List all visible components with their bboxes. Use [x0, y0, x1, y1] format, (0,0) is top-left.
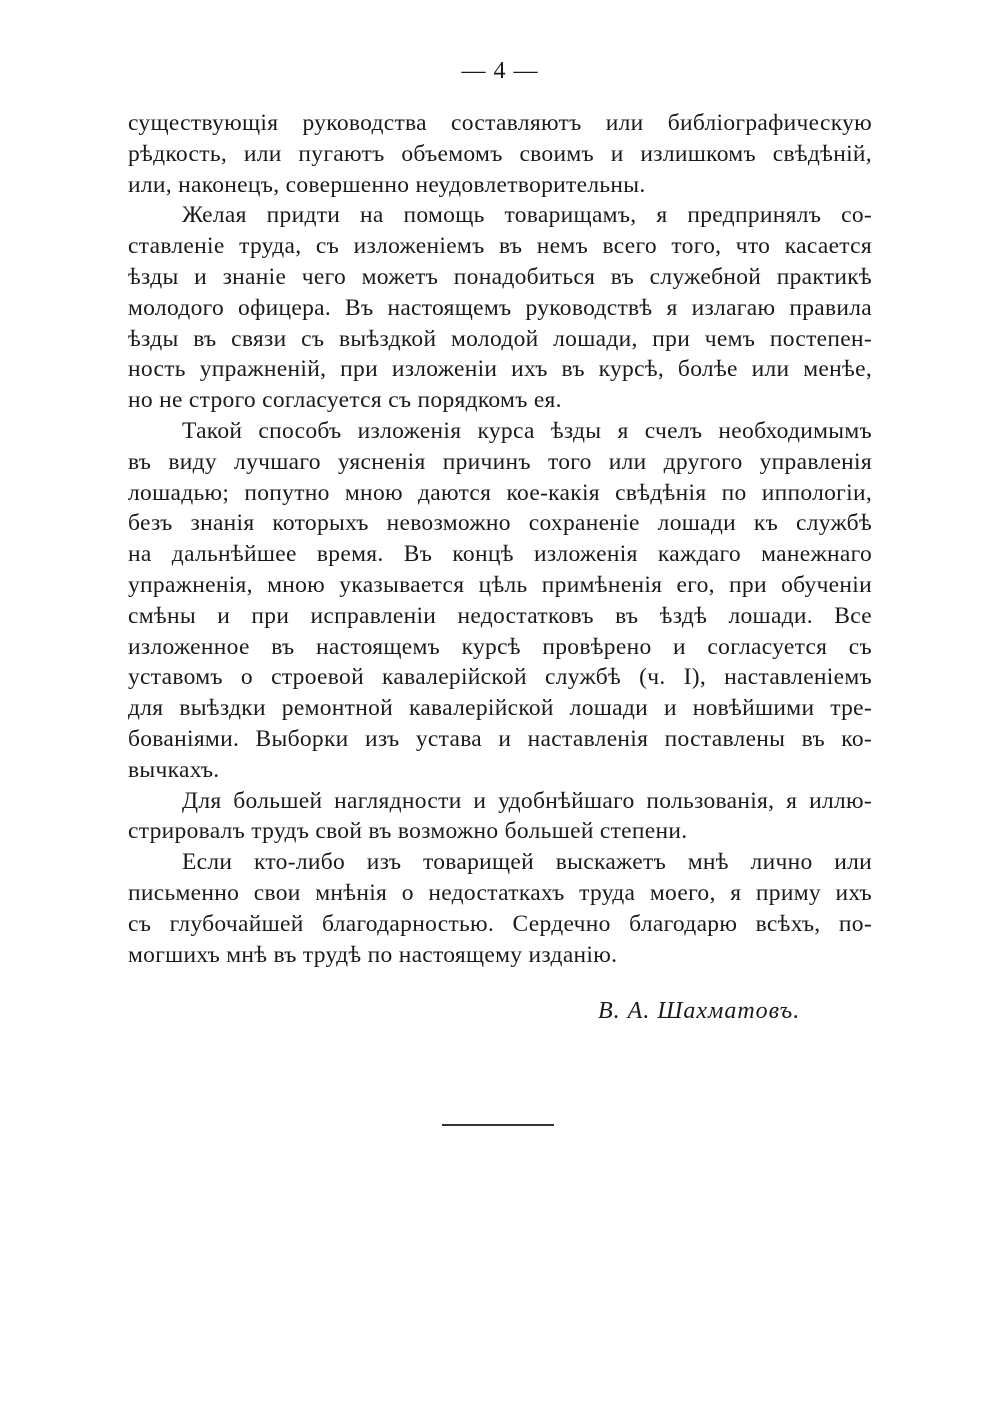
text-line: могшихъ мнѣ въ трудѣ по настоящему изданію.	[128, 941, 618, 968]
text-line: безъ знанія которыхъ невозможно сохраненіе лошади къ службѣ	[128, 510, 872, 537]
paragraph-1	[128, 108, 872, 200]
page-number: — 4 —	[461, 58, 539, 84]
author-signature: В. А. Шахматовъ.	[598, 998, 801, 1024]
text-line: упражненія, мною указывается цѣль примѣненія его, при обученіи	[128, 571, 872, 598]
text-line: ѣзды и знаніе чего можетъ понадобиться въ служебной практикѣ	[128, 263, 872, 290]
text-line: письменно свои мнѣнія о недостаткахъ труда моего, я приму ихъ	[128, 879, 872, 906]
text-line: для выѣздки ремонтной кавалерійской лошади и новѣйшими тре-	[128, 695, 872, 722]
paragraph-4	[128, 786, 872, 848]
body-text	[128, 108, 872, 970]
paragraph-3	[128, 416, 872, 786]
end-divider	[442, 1124, 554, 1126]
text-line: ѣзды въ связи съ выѣздкой молодой лошади, при чемъ постепен-	[128, 325, 872, 352]
paragraph-5	[128, 847, 872, 970]
text-line: бованіями. Выборки изъ устава и наставленія поставлены въ ко-	[128, 725, 872, 752]
text-line: стрировалъ трудъ свой въ возможно большей степени.	[128, 818, 688, 845]
text-line: рѣдкость, или пугаютъ объемомъ своимъ и излишкомъ свѣдѣній,	[128, 140, 872, 167]
text-line: въ виду лучшаго уясненія причинъ того или другого управленія	[128, 448, 872, 475]
text-line: но не строго согласуется съ порядкомъ ея.	[128, 387, 562, 414]
text-line: съ глубочайшей благодарностью. Сердечно благодарю всѣхъ, по-	[128, 910, 872, 937]
text-line: Желая придти на помощь товарищамъ, я предпринялъ со-	[182, 202, 872, 229]
text-line: молодого офицера. Въ настоящемъ руководствѣ я излагаю правила	[128, 294, 872, 321]
text-line: существующія руководства составляютъ или библіографическую	[128, 110, 872, 136]
text-line: Для большей наглядности и удобнѣйшаго пользованія, я иллю-	[182, 787, 872, 814]
text-line: лошадью; попутно мною даются кое-какія свѣдѣнія по иппологіи,	[128, 479, 872, 506]
text-line: вычкахъ.	[128, 756, 220, 783]
text-line: ставленіе труда, съ изложеніемъ въ немъ всего того, что касается	[128, 233, 872, 260]
text-line: ность упражненій, при изложеніи ихъ въ курсѣ, болѣе или менѣе,	[128, 356, 872, 383]
text-line: изложенное въ настоящемъ курсѣ провѣрено и согласуется съ	[128, 633, 872, 660]
text-line: или, наконецъ, совершенно неудовлетворительны.	[128, 171, 646, 198]
text-line: уставомъ о строевой кавалерійской службѣ (ч. I), наставленіемъ	[128, 664, 872, 691]
text-line: Если кто-либо изъ товарищей выскажетъ мнѣ лично или	[182, 849, 872, 876]
text-line: смѣны и при исправленіи недостатковъ въ ѣздѣ лошади. Все	[128, 602, 872, 629]
text-line: Такой способъ изложенія курса ѣзды я счелъ необходимымъ	[182, 417, 872, 444]
paragraph-2	[128, 200, 872, 416]
text-line: на дальнѣйшее время. Въ концѣ изложенія каждаго манежнаго	[128, 541, 872, 568]
